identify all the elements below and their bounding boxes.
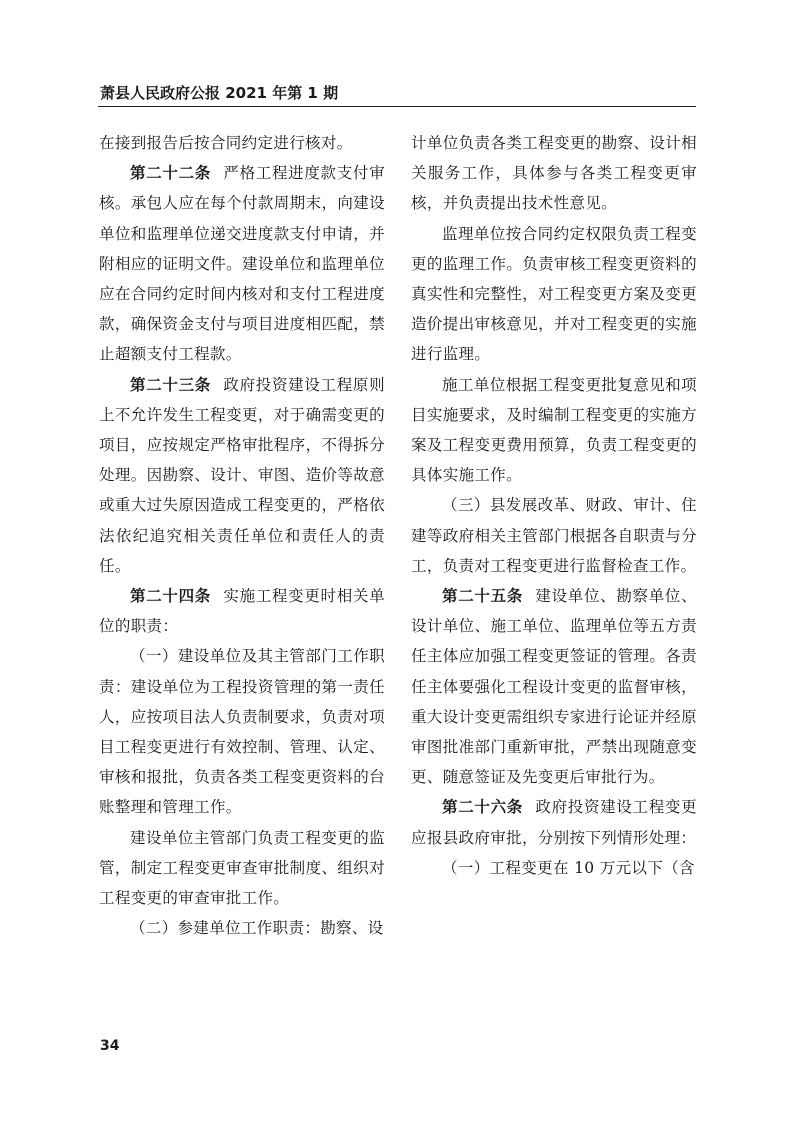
paragraph-text: （一）建设单位及其主管部门工作职责：建设单位为工程投资管理的第一责任人，应按项目法人负责制要求，负责对项目工程变更进行有效控制、管理、认定、审核和报批，负责各类工程变更资料的台账整理和管理工作。 — [99, 647, 385, 817]
left-column-paragraph — [99, 581, 385, 641]
article-number: 第二十六条 — [442, 798, 523, 817]
paragraph-text: 建设单位、勘察单位、设计单位、施工单位、监理单位等五方责任主体应加强工程变更签证的管理。各责任主体要强化工程设计变更的监督审核，重大设计变更需组织专家进行论证并经原审图批准部门重新审批，严禁出现随意变更、随意签证及先变更后审批行为。 — [411, 587, 697, 787]
left-column-paragraph — [99, 641, 385, 822]
right-column-paragraph — [411, 581, 697, 792]
paragraph-text: （二）参建单位工作职责：勘察、设 — [130, 919, 384, 938]
right-column-paragraph — [411, 490, 697, 581]
right-column-paragraph — [411, 219, 697, 370]
left-text-column — [99, 128, 385, 943]
article-number: 第二十五条 — [442, 587, 523, 606]
left-column-paragraph — [99, 823, 385, 914]
right-column-paragraph — [411, 853, 697, 883]
right-text-column — [411, 128, 697, 883]
paragraph-text: 在接到报告后按合同约定进行核对。 — [99, 134, 353, 152]
paragraph-text: 监理单位按合同约定权限负责工程变更的监理工作。负责审核工程变更资料的真实性和完整性，对工程变更方案及变更造价提出审核意见，并对工程变更的实施进行监理。 — [411, 224, 697, 364]
paragraph-text: 政府投资建设工程原则上不允许发生工程变更，对于确需变更的项目，应按规定严格审批程序，不得拆分处理。因勘察、设计、审图、造价等故意或重大过失原因造成工程变更的，严格依法依纪追究相关责任单位和责任人的责任。 — [99, 375, 385, 575]
left-column-paragraph — [99, 158, 385, 369]
article-number: 第二十二条 — [130, 164, 211, 183]
paragraph-text: 计单位负责各类工程变更的勘察、设计相关服务工作，具体参与各类工程变更审核，并负责提出技术性意见。 — [411, 134, 697, 213]
article-number: 第二十三条 — [130, 375, 211, 394]
right-column-paragraph — [411, 128, 697, 219]
paragraph-text: 施工单位根据工程变更批复意见和项目实施要求，及时编制工程变更的实施方案及工程变更费用预算，负责工程变更的具体实施工作。 — [411, 375, 697, 485]
paragraph-text: 实施工程变更时相关单位的职责： — [99, 587, 385, 636]
article-number: 第二十四条 — [130, 587, 211, 606]
paragraph-text: 建设单位主管部门负责工程变更的监管，制定工程变更审查审批制度、组织对工程变更的审查审批工作。 — [99, 828, 385, 908]
left-column-paragraph — [99, 128, 385, 158]
paragraph-text: （三）县发展改革、财政、审计、住建等政府相关主管部门根据各自职责与分工，负责对工程变更进行监督检查工作。 — [411, 496, 697, 575]
left-column-paragraph — [99, 913, 385, 943]
right-column-paragraph — [411, 370, 697, 491]
left-column-paragraph — [99, 370, 385, 581]
paragraph-text: 政府投资建设工程变更应报县政府审批，分别按下列情形处理： — [411, 798, 697, 847]
paragraph-text: （一）工程变更在 10 万元以下（含 — [442, 858, 695, 877]
page-number: 34 — [100, 1038, 120, 1054]
header-divider — [98, 106, 696, 107]
gazette-header-title: 萧县人民政府公报 2021 年第 1 期 — [100, 84, 339, 102]
paragraph-text: 严格工程进度款支付审核。承包人应在每个付款周期末，向建设单位和监理单位递交进度款支付申请，并附相应的证明文件。建设单位和监理单位应在合同约定时间内核对和支付工程进度款，确保资金支付与项目进度相匹配，禁止超额支付工程款。 — [99, 164, 385, 364]
right-column-paragraph — [411, 792, 697, 852]
